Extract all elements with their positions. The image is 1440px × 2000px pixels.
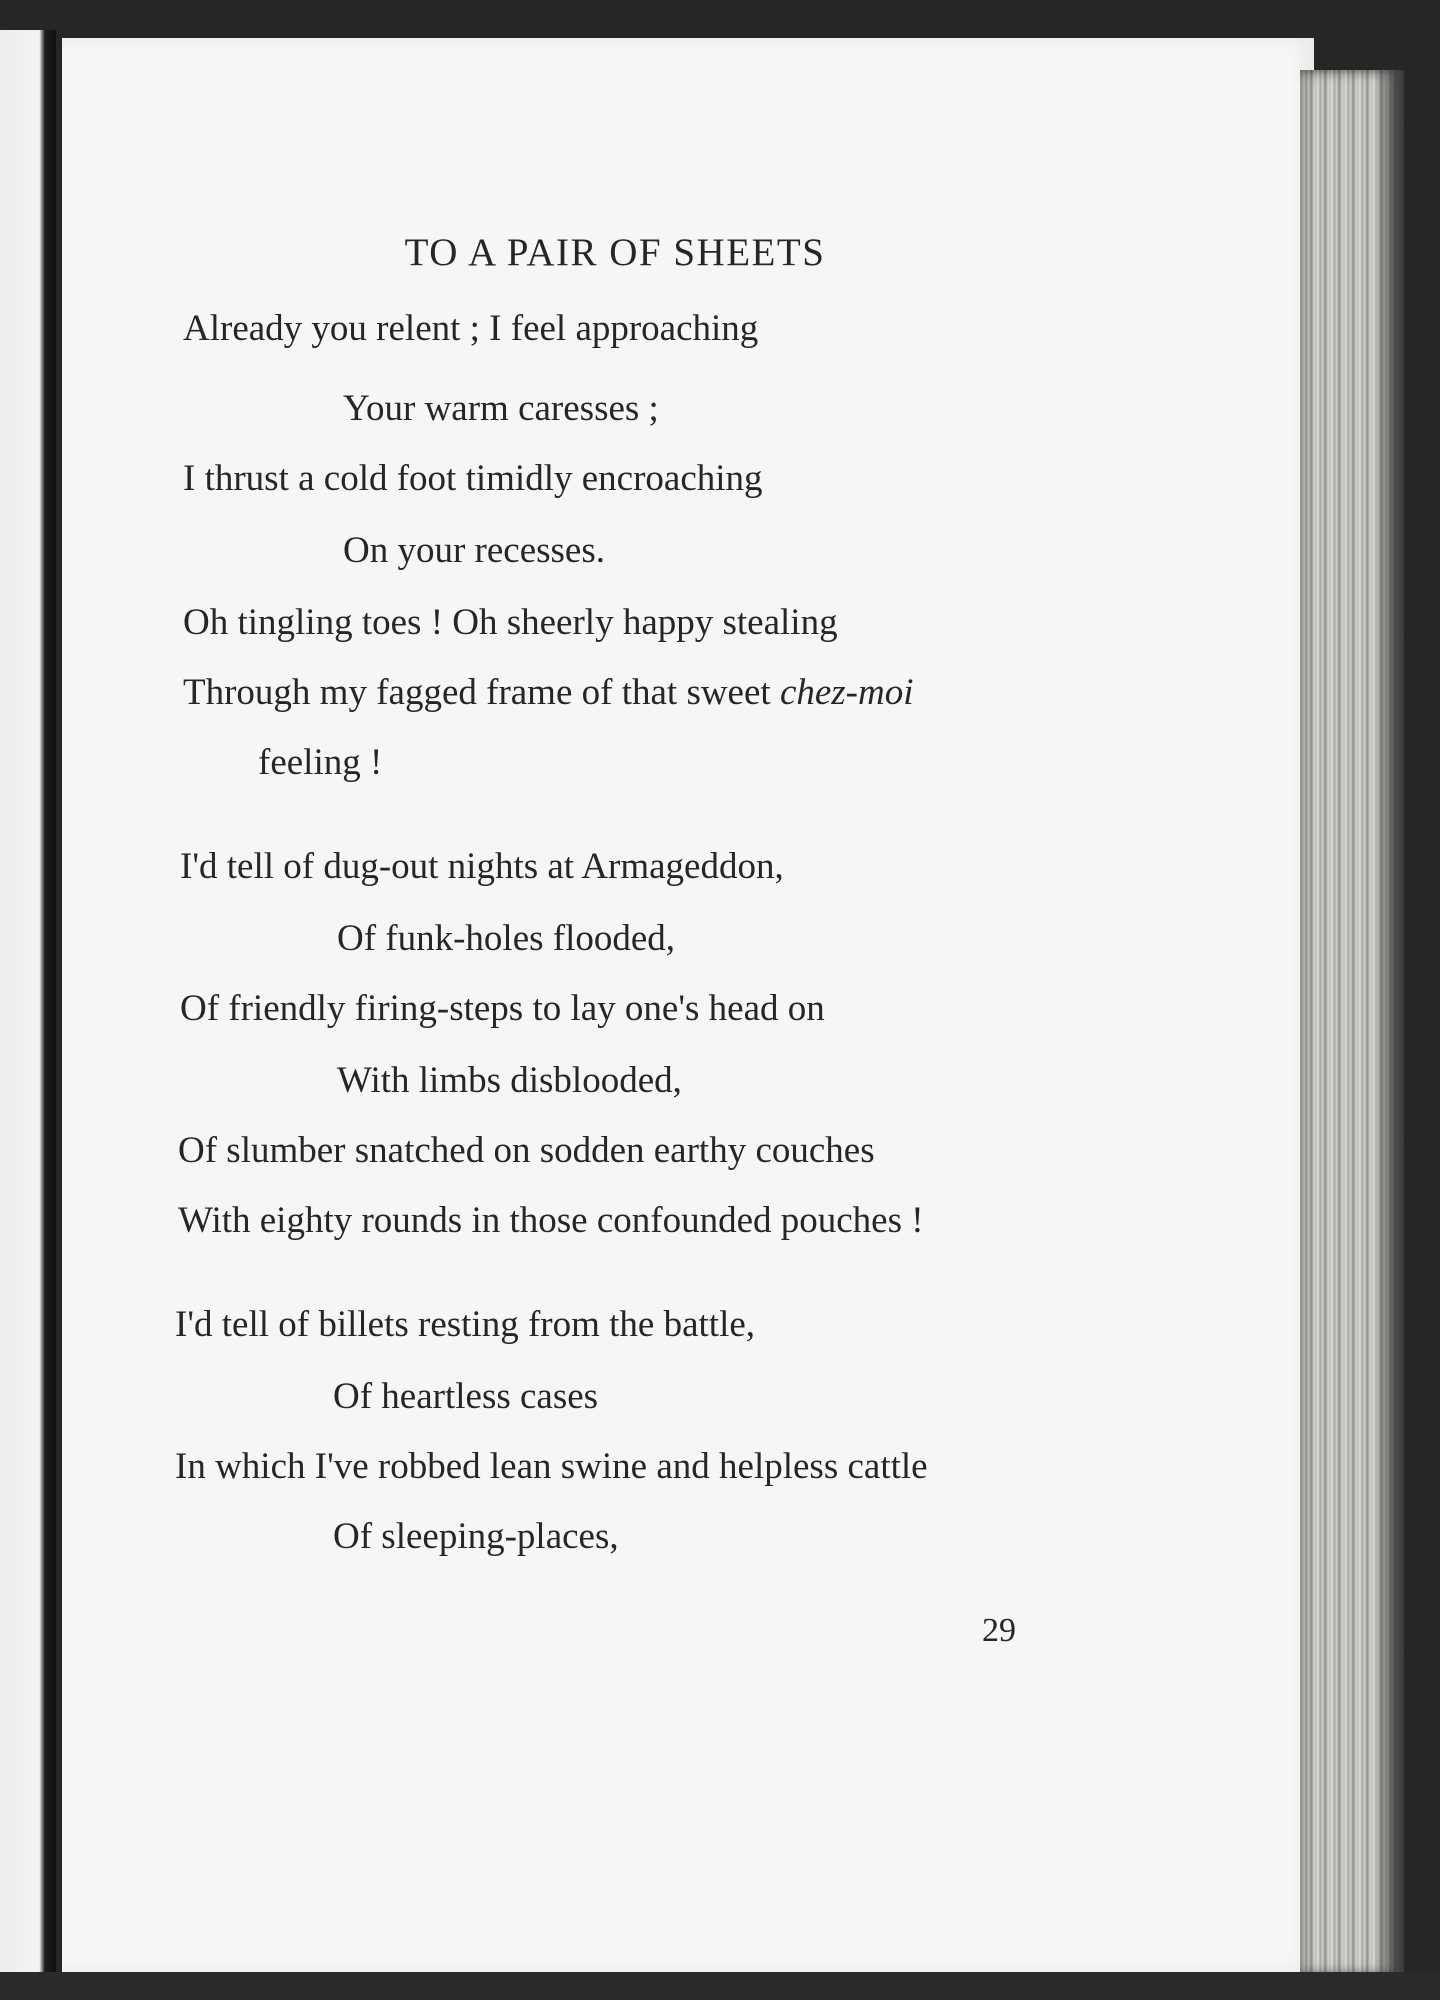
page-block-edges <box>1300 70 1404 1975</box>
poem-line: I'd tell of billets resting from the battle, <box>175 1304 756 1345</box>
poem-line-text: Through my fagged frame of that sweet <box>183 672 780 713</box>
poem-title: TO A PAIR OF SHEETS <box>404 231 826 274</box>
poem-line: On your recesses. <box>343 530 605 571</box>
poem-line: With eighty rounds in those confounded pouches ! <box>178 1200 924 1241</box>
poem-line: Of friendly firing-steps to lay one's head on <box>180 988 825 1029</box>
poem-line: Oh tingling toes ! Oh sheerly happy stealing <box>183 602 838 643</box>
poem-line: In which I've robbed lean swine and helpless cattle <box>175 1446 928 1487</box>
poem-line: I thrust a cold foot timidly encroaching <box>183 458 763 499</box>
poem-line: Of heartless cases <box>333 1376 599 1417</box>
poem-line: feeling ! <box>258 742 383 783</box>
facing-page-edge <box>0 30 56 1980</box>
poem-line <box>183 674 914 711</box>
bottom-shadow <box>0 1972 1440 2000</box>
poem-line: With limbs disblooded, <box>337 1060 682 1101</box>
page-number: 29 <box>982 1612 1016 1649</box>
poem-line: Of sleeping-places, <box>333 1516 619 1557</box>
poem-line: I'd tell of dug-out nights at Armageddon, <box>180 846 784 887</box>
poem-line-italic: chez-moi <box>779 672 914 713</box>
poem-line: Your warm caresses ; <box>343 388 659 429</box>
poem-line: Of slumber snatched on sodden earthy couches <box>178 1130 875 1171</box>
poem-line: Already you relent ; I feel approaching <box>183 308 759 349</box>
poem-line: Of funk-holes flooded, <box>337 918 676 959</box>
